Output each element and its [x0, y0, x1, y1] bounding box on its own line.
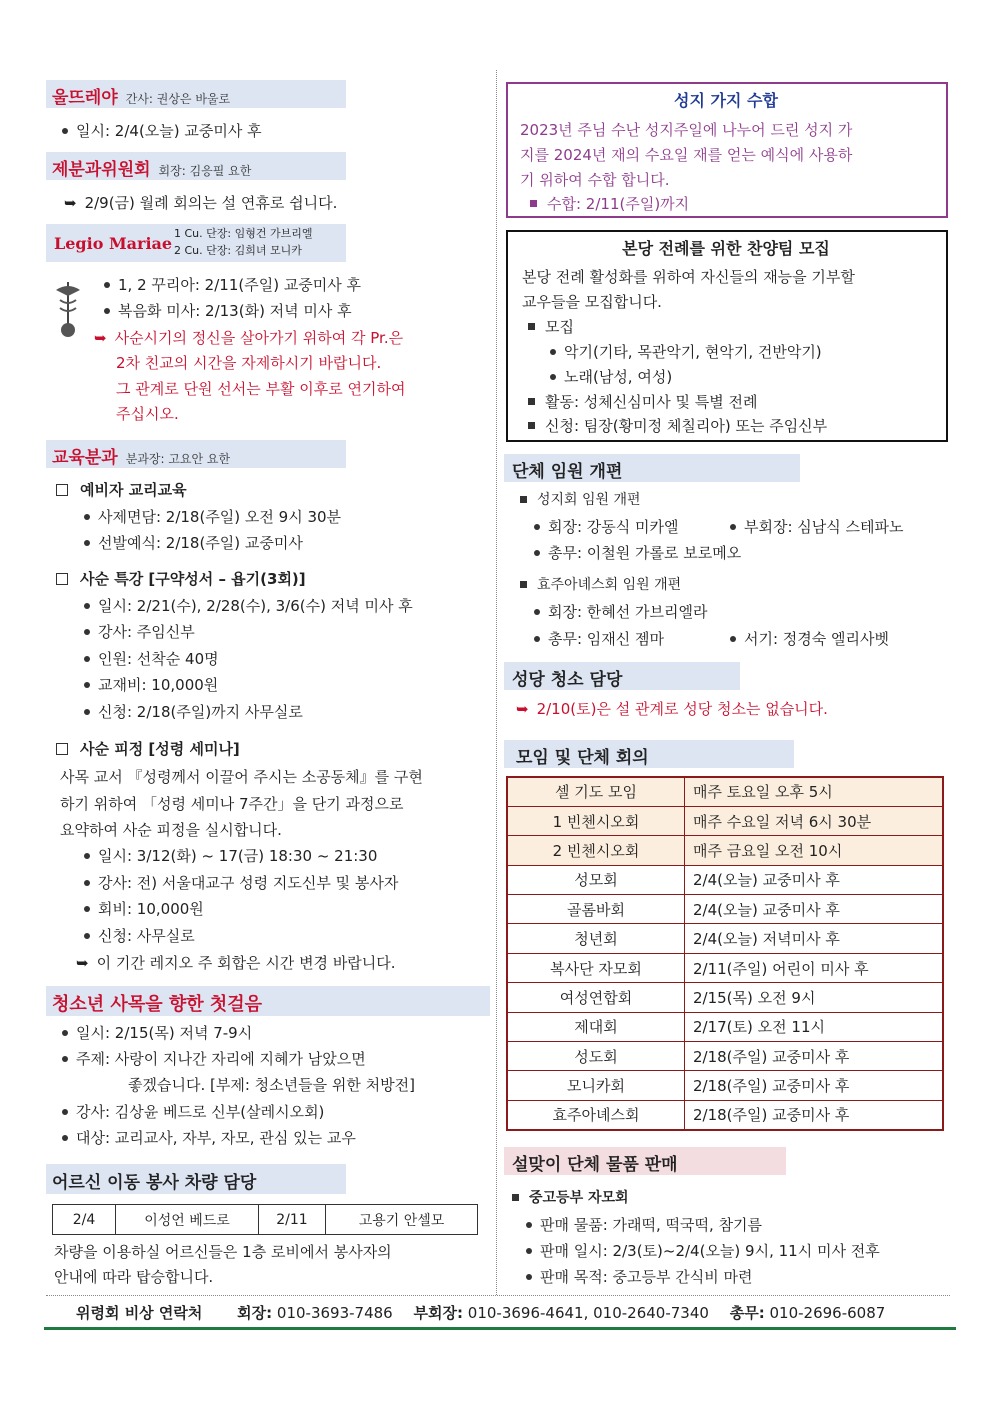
list-item: 악기(기타, 목관악기, 현악기, 건반악기): [550, 342, 822, 362]
table-cell: 2/11: [259, 1205, 326, 1235]
bullet-icon: [526, 1248, 532, 1254]
table-cell: 2 빈첸시오회: [507, 836, 685, 865]
bullet-square-icon: [512, 1194, 519, 1201]
palm-text: 기 위하여 수합 합니다.: [520, 171, 670, 189]
list-item: 총무: 이철원 가롤로 보로메오: [534, 543, 741, 563]
palm-text: 지를 2024년 재의 수요일 재를 얻는 예식에 사용하: [520, 146, 853, 164]
section-title-legio: Legio Mariae: [54, 234, 173, 253]
table-row: [507, 953, 943, 982]
paragraph-line: 차량을 이용하실 어르신들은 1층 로비에서 봉사자의: [54, 1243, 392, 1261]
notice-line: 주십시오.: [116, 405, 179, 423]
section-title-sale: 설맞이 단체 물품 판매: [512, 1155, 678, 1175]
bullet-icon: [84, 514, 90, 520]
table-cell: 2/17(토) 오전 11시: [685, 1012, 944, 1041]
list-item: ➥ 이 기간 레지오 주 회합은 시간 변경 바랍니다.: [76, 954, 396, 972]
table-cell: 성모회: [507, 865, 685, 894]
paragraph-line: 하기 위하여 「성령 세미나 7주간」을 단기 과정으로: [60, 795, 404, 813]
list-item: 일시: 2/15(목) 저녁 7-9시: [62, 1023, 252, 1043]
list-item: 일시: 2/4(오늘) 교중미사 후: [62, 121, 262, 141]
section-title-clean: 성당 청소 담당: [512, 670, 623, 690]
section-sub: 간사: 권상은 바울로: [125, 92, 231, 106]
list-item: 1, 2 꾸리아: 2/11(주일) 교중미사 후: [104, 275, 361, 295]
section-title-car: 어르신 이동 봉사 차량 담당: [52, 1173, 257, 1193]
bullet-icon: [62, 1056, 68, 1062]
notice-line: 그 관계로 단원 선서는 부활 이후로 연기하여: [116, 380, 406, 398]
list-item: 부회장: 심남식 스테파노: [730, 517, 904, 537]
table-cell: 골롬바회: [507, 895, 685, 924]
notice-line: ➥ 2/10(토)은 설 관계로 성당 청소는 없습니다.: [516, 700, 828, 718]
bullet-icon: [534, 609, 540, 615]
table-row: [507, 836, 943, 865]
table-cell: 고용기 안셀모: [326, 1205, 478, 1235]
bullet-icon: [534, 550, 540, 556]
paragraph-line: 사목 교서 『성령께서 이끌어 주시는 소공동체』를 구현: [60, 768, 423, 786]
table-cell: 2/11(주일) 어린이 미사 후: [685, 953, 944, 982]
table-cell: 제대회: [507, 1012, 685, 1041]
sub-heading: 예비자 교리교육: [56, 480, 187, 500]
footer-label: 총무:: [729, 1304, 765, 1322]
bullet-icon: [62, 1030, 68, 1036]
table-cell: 2/4(오늘) 교중미사 후: [685, 895, 944, 924]
arrow-icon: ➥: [516, 700, 529, 718]
bullet-icon: [526, 1222, 532, 1228]
bullet-icon: [84, 540, 90, 546]
footer-line: [44, 1327, 956, 1330]
table-cell: 효주아녜스회: [507, 1100, 685, 1129]
footer-label: 부회장:: [413, 1304, 463, 1322]
list-item: 주제: 사랑이 지나간 자리에 지혜가 남았으면: [62, 1049, 366, 1069]
notice-line: ➥ 사순시기의 정신을 살아가기 위하여 각 Pr.은: [94, 329, 404, 347]
sub-heading: 사순 특강 [구약성서 – 욥기(3회)]: [56, 569, 306, 589]
list-item: 노래(남성, 여성): [550, 367, 672, 387]
table-cell: 복사단 자모회: [507, 953, 685, 982]
bullet-icon: [550, 374, 556, 380]
bullet-icon: [730, 636, 736, 642]
checkbox-icon: [56, 573, 68, 585]
bullet-icon: [84, 603, 90, 609]
section-title-youth: 청소년 사목을 향한 첫걸음: [52, 994, 263, 1015]
footer-value: 010-3696-4641, 010-2640-7340: [467, 1304, 709, 1322]
footer-value: 010-2696-6087: [769, 1304, 886, 1322]
footer-title: 위령회 비상 연락처: [76, 1304, 203, 1322]
table-row: [507, 806, 943, 835]
bullet-icon: [104, 308, 110, 314]
checkbox-icon: [56, 484, 68, 496]
list-item: 회장: 한혜선 가브리엘라: [534, 602, 708, 622]
section-title-jebun: 제분과위원회 회장: 김응필 요한: [52, 160, 252, 180]
checkbox-icon: [56, 743, 68, 755]
table-row: [507, 777, 943, 806]
bullet-icon: [62, 1135, 68, 1141]
table-cell: 여성연합회: [507, 983, 685, 1012]
bullet-icon: [62, 1109, 68, 1115]
arrow-icon: ➥: [76, 954, 89, 972]
notice-line: 2차 친교의 시간을 자제하시기 바랍니다.: [116, 354, 382, 372]
bullet-icon: [526, 1274, 532, 1280]
footer-contacts: [76, 1302, 885, 1323]
list-item: 복음화 미사: 2/13(화) 저녁 미사 후: [104, 301, 352, 321]
list-item: 총무: 임재신 젬마: [534, 629, 664, 649]
list-item: 강사: 주임신부: [84, 622, 195, 642]
list-item-continued: 좋겠습니다. [부제: 청소년들을 위한 처방전]: [128, 1076, 415, 1094]
list-item: 일시: 2/21(수), 2/28(수), 3/6(수) 저녁 미사 후: [84, 596, 413, 616]
list-item: 회장: 강동식 미카엘: [534, 517, 679, 537]
sub-heading: 사순 피정 [성령 세미나]: [56, 739, 240, 759]
list-item: 사제면담: 2/18(주일) 오전 9시 30분: [84, 507, 341, 527]
car-table: [52, 1204, 478, 1235]
palm-text: 수합: 2/11(주일)까지: [530, 194, 689, 214]
list-item: 강사: 김상윤 베드로 신부(살레시오회): [62, 1102, 324, 1122]
table-cell: 2/4(오늘) 교중미사 후: [685, 865, 944, 894]
table-row: [507, 1012, 943, 1041]
choir-text: 교우들을 모집합니다.: [522, 293, 662, 311]
table-cell: 1 빈첸시오회: [507, 806, 685, 835]
section-title-meet: 모임 및 단체 회의: [516, 748, 649, 768]
table-cell: 성도회: [507, 1042, 685, 1071]
bullet-icon: [534, 524, 540, 530]
table-cell: 2/4(오늘) 저녁미사 후: [685, 924, 944, 953]
bullet-square-icon: [528, 422, 535, 429]
list-item: 모집: [528, 317, 574, 337]
meeting-table: [506, 776, 944, 1131]
list-item: 교재비: 10,000원: [84, 675, 218, 695]
bullet-square-icon: [528, 398, 535, 405]
list-heading: 효주아녜스회 임원 개편: [520, 575, 681, 595]
bullet-square-icon: [520, 496, 527, 503]
table-cell: 매주 수요일 저녁 6시 30분: [685, 806, 944, 835]
bullet-icon: [84, 629, 90, 635]
list-item: 판매 물품: 가래떡, 떡국떡, 참기름: [526, 1215, 762, 1235]
paragraph-line: 요약하여 사순 피정을 실시합니다.: [60, 821, 282, 839]
bullet-icon: [730, 524, 736, 530]
table-cell: 모니카회: [507, 1071, 685, 1100]
bullet-icon: [84, 682, 90, 688]
paragraph-line: 안내에 따라 탑승합니다.: [54, 1268, 214, 1286]
bullet-icon: [84, 933, 90, 939]
section-title-edu: 교육분과 분과장: 고요안 요한: [52, 448, 231, 468]
list-item: 신청: 팀장(황미정 체칠리아) 또는 주임신부: [528, 416, 827, 436]
bullet-icon: [84, 853, 90, 859]
table-row: [507, 895, 943, 924]
table-cell: 2/18(주일) 교중미사 후: [685, 1042, 944, 1071]
table-cell: 2/15(목) 오전 9시: [685, 983, 944, 1012]
bullet-icon: [550, 349, 556, 355]
table-row: [507, 1071, 943, 1100]
table-cell: 매주 토요일 오후 5시: [685, 777, 944, 806]
list-item: 일시: 3/12(화) ~ 17(금) 18:30 ~ 21:30: [84, 846, 377, 866]
table-row: [507, 1100, 943, 1129]
section-title-officers: 단체 임원 개편: [512, 462, 623, 482]
palm-text: 2023년 주님 수난 성지주일에 나누어 드린 성지 가: [520, 121, 853, 139]
bullet-icon: [84, 880, 90, 886]
bullet-icon: [534, 636, 540, 642]
bullet-icon: [84, 656, 90, 662]
bullet-icon: [84, 709, 90, 715]
bullet-square-icon: [530, 200, 537, 207]
table-row: [507, 1042, 943, 1071]
list-item: 판매 일시: 2/3(토)~2/4(오늘) 9시, 11시 미사 전후: [526, 1241, 880, 1261]
legio-emblem-icon: [52, 278, 84, 340]
list-item: 대상: 교리교사, 자부, 자모, 관심 있는 교우: [62, 1128, 356, 1148]
palm-title: 성지 가지 수합: [674, 91, 778, 110]
list-item: 인원: 선착순 40명: [84, 649, 219, 669]
list-item: 활동: 성체신심미사 및 특별 전례: [528, 392, 758, 412]
choir-title: 본당 전례를 위한 찬양팀 모집: [622, 239, 830, 258]
legio-leaders: 1 Cu. 단장: 임형건 가브리엘 2 Cu. 단장: 김희녀 모니카: [174, 227, 313, 257]
list-item: 판매 목적: 중고등부 간식비 마련: [526, 1267, 753, 1287]
section-title-altrea: 울뜨레야 간사: 권상은 바울로: [52, 88, 231, 108]
table-cell: 이성언 베드로: [116, 1205, 259, 1235]
table-row: [507, 924, 943, 953]
table-cell: 청년회: [507, 924, 685, 953]
list-item: 강사: 전) 서울대교구 성령 지도신부 및 봉사자: [84, 873, 398, 893]
table-cell: 셀 기도 모임: [507, 777, 685, 806]
table-cell: 2/18(주일) 교중미사 후: [685, 1100, 944, 1129]
bullet-square-icon: [528, 323, 535, 330]
list-item: 신청: 2/18(주일)까지 사무실로: [84, 702, 303, 722]
table-row: [507, 865, 943, 894]
list-item: ➥ 2/9(금) 월례 회의는 설 연휴로 쉽니다.: [64, 194, 338, 212]
bullet-icon: [104, 282, 110, 288]
bullet-icon: [62, 128, 68, 134]
footer-value: 010-3693-7486: [276, 1304, 393, 1322]
column-divider: [496, 70, 497, 1295]
arrow-icon: ➥: [64, 194, 77, 212]
footer-divider: [46, 1295, 950, 1296]
list-item: 신청: 사무실로: [84, 926, 195, 946]
table-cell: 2/4: [53, 1205, 116, 1235]
list-heading: 성지회 임원 개편: [520, 490, 641, 510]
choir-text: 본당 전례 활성화를 위하여 자신들의 재능을 기부할: [522, 268, 855, 286]
arrow-icon: ➥: [94, 329, 107, 347]
list-heading: 중고등부 자모회: [512, 1188, 629, 1208]
table-cell: 2/18(주일) 교중미사 후: [685, 1071, 944, 1100]
list-item: 회비: 10,000원: [84, 899, 204, 919]
bullet-icon: [84, 906, 90, 912]
footer-label: 회장:: [237, 1304, 273, 1322]
table-row: [507, 983, 943, 1012]
list-item: 서기: 정경숙 엘리사벳: [730, 629, 889, 649]
bullet-square-icon: [520, 581, 527, 588]
list-item: 선발예식: 2/18(주일) 교중미사: [84, 533, 303, 553]
table-cell: 매주 금요일 오전 10시: [685, 836, 944, 865]
